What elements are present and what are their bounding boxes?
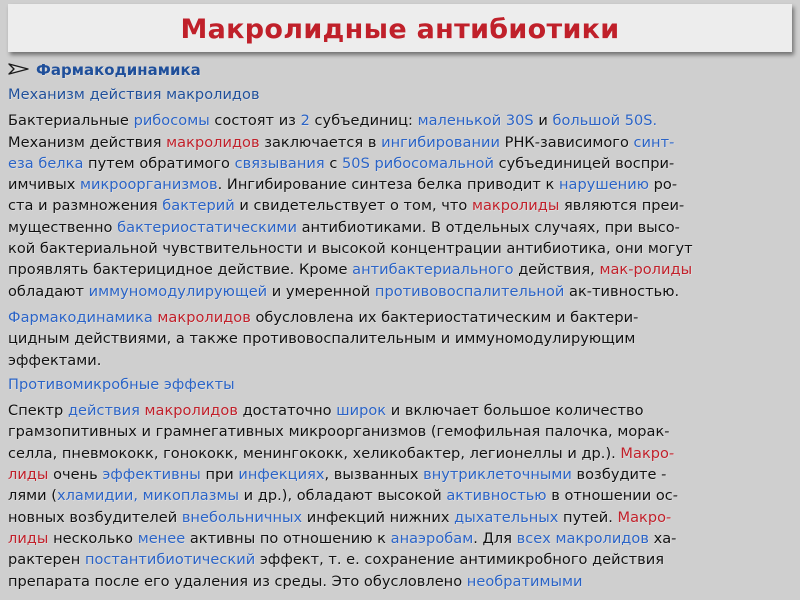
text-run: эффект, т. е. сохранение антимикробного действия — [255, 551, 665, 569]
page-title: Макролидные антибиотики — [180, 14, 620, 45]
text-run: состоят из — [209, 112, 301, 130]
text-run: и др.), обладают высокой — [239, 487, 447, 505]
text-run: , вызванных — [324, 466, 424, 484]
text-line — [8, 443, 798, 464]
text-run: обладают — [8, 282, 89, 300]
text-run: РНК-зависимого — [500, 133, 634, 151]
highlighted-term: дыхательных — [454, 508, 559, 526]
text-run: действия, — [513, 261, 600, 279]
highlighted-term: Макро- — [617, 508, 672, 526]
pharmacodynamics-heading: Фармакодинамика — [36, 61, 201, 79]
text-run: и свидетельствует о том, что — [234, 197, 472, 215]
highlighted-term: внутриклеточными — [423, 466, 572, 484]
text-line — [8, 238, 798, 259]
highlighted-term: бактерий — [162, 197, 235, 215]
text-run: эффектами. — [8, 351, 102, 369]
text-run: ха- — [648, 529, 677, 547]
highlighted-term: анаэробам — [390, 529, 474, 547]
text-run: субъединиц: — [309, 112, 418, 130]
highlighted-term: макролидов — [144, 402, 238, 420]
highlighted-term: постантибиотический — [84, 551, 256, 569]
text-run: мущественно — [8, 218, 118, 236]
text-line — [8, 259, 798, 280]
text-run: в отношении ос- — [546, 487, 679, 505]
paragraph-mechanism — [8, 110, 798, 302]
text-line — [8, 281, 798, 302]
highlighted-term: еза белка — [8, 154, 84, 172]
text-run: возбудите - — [571, 466, 667, 484]
text-run: обусловлена их бактериостатическим и бактери- — [250, 308, 639, 326]
text-run: являются преи- — [559, 197, 685, 215]
text-line — [8, 549, 798, 570]
text-run: и умеренной — [267, 282, 375, 300]
text-run: . Ингибирование синтеза белка приводит к — [217, 176, 559, 194]
highlighted-term: связывания — [234, 154, 325, 172]
text-run: лями ( — [8, 487, 57, 505]
highlighted-term: внебольничных — [181, 508, 303, 526]
highlighted-term: мак-ролиды — [599, 261, 693, 279]
text-run: при — [200, 466, 239, 484]
text-line — [8, 571, 798, 592]
mechanism-heading: Механизм действия макролидов — [8, 86, 260, 103]
highlighted-term: ингибировании — [381, 133, 500, 151]
text-line — [8, 350, 798, 371]
text-run: . Для — [473, 529, 517, 547]
text-run: ак-тивностью. — [564, 282, 680, 300]
text-run: селла, пневмококк, гонококк, менингококк, хеликобактер, легионеллы и др.). — [8, 444, 621, 462]
text-run: несколько — [48, 529, 138, 547]
text-run: препарата после его удаления из среды. Это обусловлено — [8, 572, 467, 590]
highlighted-term: широк — [336, 402, 387, 420]
highlighted-term: нарушению — [558, 176, 649, 194]
text-run: ро- — [649, 176, 678, 194]
text-line — [8, 328, 798, 349]
highlighted-term: лиды — [8, 466, 49, 484]
text-run: рактерен — [8, 551, 85, 569]
highlighted-term: лиды — [8, 529, 49, 547]
text-line — [8, 110, 798, 131]
text-run: с — [324, 154, 342, 172]
text-run: ста и размножения — [8, 197, 163, 215]
text-line — [8, 528, 798, 549]
text-run: достаточно — [237, 402, 337, 420]
text-line — [8, 153, 798, 174]
antimicrobial-effects-heading: Противомикробные эффекты — [8, 375, 235, 393]
text-run: антибиотиками. В отдельных случаях, при высо- — [296, 218, 680, 236]
highlighted-term: бактериостатическими — [117, 218, 297, 236]
text-line — [8, 400, 798, 421]
text-run: новных возбудителей — [8, 508, 182, 526]
text-run: инфекций нижних — [302, 508, 455, 526]
text-line — [8, 174, 798, 195]
text-line — [8, 307, 798, 328]
text-run: кой бактериальной чувствительности и высокой концентрации антибиотика, они могут — [8, 240, 693, 258]
text-run: путей. — [558, 508, 618, 526]
highlighted-term: 2 — [300, 112, 310, 130]
highlighted-term: 50S рибосомальной — [342, 154, 494, 172]
text-run: грамзопитивных и грамнегативных микроорганизмов (гемофильная палочка, морак- — [8, 423, 670, 441]
paragraph-pharmacodynamics — [8, 307, 798, 371]
text-run: Бактериальные — [8, 112, 134, 130]
highlighted-term: необратимыми — [466, 572, 583, 590]
text-line — [8, 507, 798, 528]
highlighted-term: противовоспалительной — [374, 282, 565, 300]
highlighted-term: иммуномодулирующей — [88, 282, 268, 300]
bullet-heading — [8, 60, 798, 84]
highlighted-term: Фармакодинамика — [8, 308, 158, 326]
highlighted-term: маленькой 30S — [417, 112, 534, 130]
text-run: и включает большое количество — [386, 402, 644, 420]
text-run: цидным действиями, а также противовоспалительным и иммуномодулирующим — [8, 330, 636, 348]
highlighted-term: макролидов — [166, 133, 260, 151]
highlighted-term: действия — [67, 402, 140, 420]
text-run: имчивых — [8, 176, 80, 194]
text-line — [8, 485, 798, 506]
highlighted-term: хламидии, микоплазмы — [56, 487, 240, 505]
text-line — [8, 132, 798, 153]
text-line — [8, 217, 798, 238]
arrow-bullet-icon — [8, 61, 30, 77]
title-bar — [8, 4, 792, 52]
text-run: Спектр — [8, 402, 68, 420]
paragraph-spectrum — [8, 400, 798, 592]
highlighted-term: макролидов — [157, 308, 251, 326]
highlighted-term: синт- — [633, 133, 675, 151]
text-run: и — [533, 112, 553, 130]
highlighted-term: эффективны — [102, 466, 201, 484]
highlighted-term: Макро- — [620, 444, 675, 462]
highlighted-term: активностью — [446, 487, 547, 505]
highlighted-term: всех макролидов — [516, 529, 649, 547]
highlighted-term: антибактериального — [352, 261, 514, 279]
highlighted-term: инфекциях — [238, 466, 325, 484]
highlighted-term: микроорганизмов — [80, 176, 218, 194]
text-run: активны по отношению к — [185, 529, 391, 547]
highlighted-term: рибосомы — [133, 112, 210, 130]
highlighted-term: большой 50S. — [552, 112, 658, 130]
text-run: очень — [48, 466, 103, 484]
text-line — [8, 421, 798, 442]
text-run: заключается в — [259, 133, 382, 151]
highlighted-term: менее — [137, 529, 186, 547]
highlighted-term: макролиды — [471, 197, 560, 215]
text-run: Механизм действия — [8, 133, 167, 151]
text-run: субъединицей воспри- — [493, 154, 675, 172]
text-run: проявлять бактерицидное действие. Кроме — [8, 261, 353, 279]
text-run: путем обратимого — [83, 154, 235, 172]
text-line — [8, 195, 798, 216]
slide-content — [8, 60, 798, 592]
text-line — [8, 464, 798, 485]
